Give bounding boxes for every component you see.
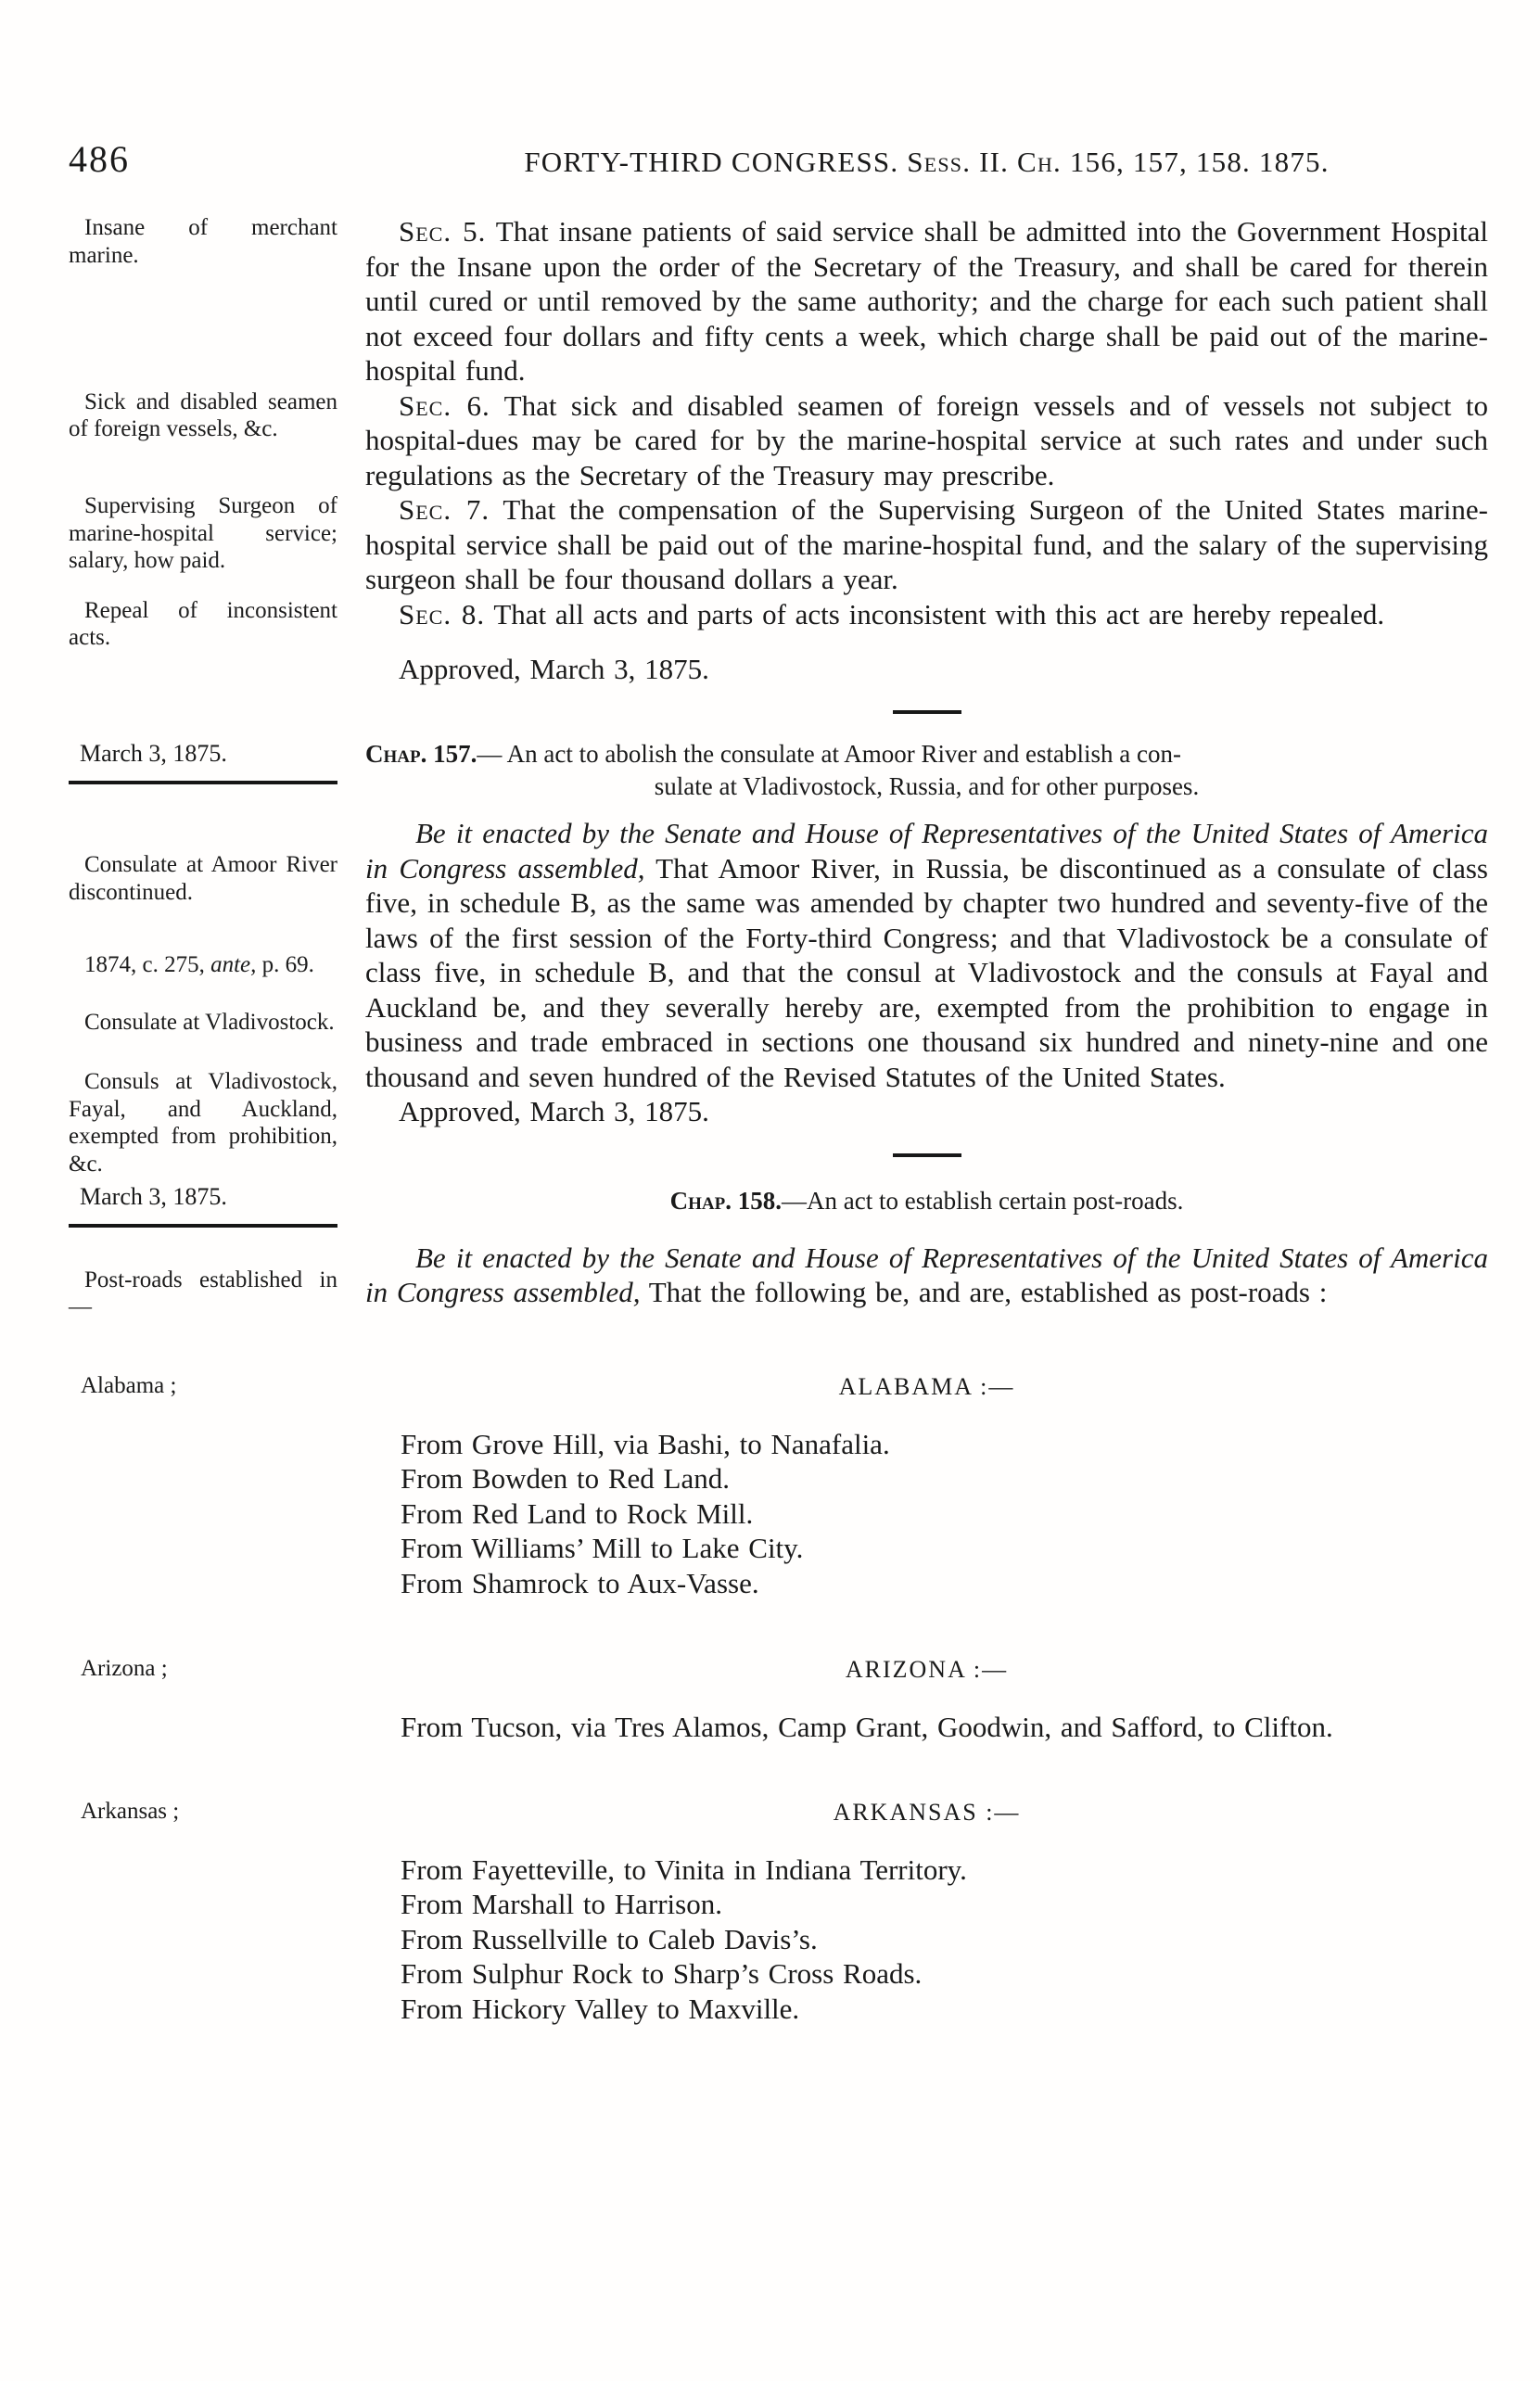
section-label-sec8: Sec. 8. (399, 597, 486, 630)
chapter-157-heading-row (69, 738, 1488, 803)
state-heading-arizona: ARIZONA :— (845, 1656, 1009, 1683)
state-row-arizona (69, 1656, 1488, 1684)
margin-note-repeal-inconsistent-acts: Repeal of inconsistent acts. (69, 597, 337, 650)
running-head-session: Sess. II. Ch. 156, 157, 158. 1875. (907, 146, 1330, 178)
paragraph-sec7 (365, 492, 1488, 597)
road-item: From Red Land to Rock Mill. (401, 1496, 754, 1530)
roads-row-arkansas (69, 1853, 1488, 2027)
running-head-congress: FORTY-THIRD CONGRESS. (524, 146, 899, 178)
divider-rule (893, 1153, 961, 1157)
divider-row-2 (69, 1129, 1488, 1181)
section-label-sec7: Sec. 7. (399, 493, 490, 526)
road-item: From Marshall to Harrison. (401, 1888, 722, 1920)
section-row-sec8 (69, 597, 1488, 652)
road-item: From Fayetteville, to Vinita in Indiana Territory. (401, 1853, 967, 1886)
margin-note-supervising-surgeon: Supervising Surgeon of marine-hospital service; salary, how paid. (69, 493, 337, 573)
paragraph-sec6 (365, 388, 1488, 493)
margin-note-consulate-vladivostock: Consulate at Vladivostock. (84, 1010, 335, 1035)
paragraph-sec8 (365, 597, 1488, 632)
margin-note-sick-disabled-seamen: Sick and disabled seamen of foreign vessels, &c. (69, 388, 337, 441)
section-row-sec5 (69, 214, 1488, 388)
chapter-158-enacting-row (69, 1228, 1488, 1321)
enacting-clause-chap158: Be it enacted by the Senate and House of Representatives of the United States of America in Congress assembled, (365, 1241, 1488, 1308)
margin-note-post-roads-established: Post-roads established in— (69, 1267, 337, 1319)
section-text-sec5: That insane patients of said service shall be admitted into the Government Hospital for the Insane upon the order of the Secretary of the Treasury, and shall be cared for therein until cured or until removed by the same authority; and the charge for each such patient shall not exceed four dollars and fifty cents a week, which charge shall be paid out of the marine-hospital fund. (365, 215, 1488, 387)
chapter-158-heading-row (69, 1181, 1488, 1228)
chapter-158-title: —An act to establish certain post-roads. (781, 1186, 1184, 1215)
paragraph-sec5 (365, 214, 1488, 388)
chapter-158-number: Chap. 158. (669, 1186, 782, 1215)
section-text-sec8: That all acts and parts of acts inconsistent with this act are hereby repealed. (493, 597, 1385, 630)
margin-note-consuls-exempted: Consuls at Vladivostock, Fayal, and Auckland, exempted from prohibition, &c. (69, 1069, 337, 1177)
road-item: From Shamrock to Aux-Vasse. (401, 1566, 759, 1599)
section-row-sec6 (69, 388, 1488, 493)
roads-row-arizona (69, 1710, 1488, 1745)
approved-row-chap156 (69, 652, 1488, 687)
state-row-arkansas (69, 1799, 1488, 1827)
roads-row-alabama (69, 1427, 1488, 1601)
date-note-chap157 (69, 738, 337, 784)
paragraph-chap157-body (365, 816, 1488, 1094)
section-label-sec6: Sec. 6. (399, 388, 490, 422)
section-text-sec6: That sick and disabled seamen of foreign vessels and of vessels not subject to hospital-dues may be cared for by the marine-hospital service at such rates and under such regulations as the Secretary of the Treasury may prescribe. (365, 388, 1488, 491)
chapter-157-title-line1: — An act to abolish the consulate at Amoor River and establish a con- (477, 740, 1181, 768)
approved-line-chap157: Approved, March 3, 1875. (399, 1095, 709, 1127)
section-text-sec7: That the compensation of the Supervising Surgeon of the United States marine-hospital service shall be paid out of the marine-hospital fund, and the salary of the supervising surgeon shall be four thousand dollars a year. (365, 493, 1488, 595)
approved-line-chap156: Approved, March 3, 1875. (399, 652, 709, 685)
road-item: From Sulphur Rock to Sharp’s Cross Roads. (401, 1957, 923, 1990)
paragraph-chap158-enacting (365, 1241, 1488, 1310)
road-item: From Tucson, via Tres Alamos, Camp Grant, Goodwin, and Safford, to Clifton. (401, 1711, 1333, 1743)
date-chap157: March 3, 1875. (80, 740, 227, 767)
page-number: 486 (69, 138, 130, 180)
margin-note-amoor-discontinued: Consulate at Amoor River discontinued. (69, 852, 337, 905)
margin-note-insane-merchant-marine: Insane of merchant marine. (69, 215, 337, 268)
chapter-157-body-row (69, 803, 1488, 1177)
chapter-157-heading (365, 738, 1488, 803)
running-head (365, 146, 1488, 179)
state-heading-arkansas: ARKANSAS :— (833, 1798, 1021, 1826)
road-item: From Hickory Valley to Maxville. (401, 1992, 800, 2025)
date-note-chap158 (69, 1181, 337, 1228)
margin-note-alabama: Alabama ; (81, 1372, 177, 1398)
section-label-sec5: Sec. 5. (399, 215, 487, 248)
road-item: From Russellville to Caleb Davis’s. (401, 1922, 818, 1955)
chapter-157-title-line2: sulate at Vladivostock, Russia, and for other purposes. (654, 772, 1200, 800)
divider-rule (893, 710, 961, 714)
margin-note-1874-citation: 1874, c. 275, ante, p. 69. (84, 952, 314, 977)
date-chap158: March 3, 1875. (80, 1182, 227, 1210)
state-row-alabama (69, 1373, 1488, 1401)
body-text-chap158: That the following be, and are, established as post-roads : (640, 1276, 1328, 1308)
chapter-158-heading (365, 1181, 1488, 1217)
road-item: From Williams’ Mill to Lake City. (401, 1532, 804, 1564)
road-item: From Grove Hill, via Bashi, to Nanafalia. (401, 1427, 890, 1460)
enacting-clause-chap157: Be it enacted by the Senate and House of Representatives of the United States of America in Congress assembled, (365, 817, 1488, 885)
margin-note-arizona: Arizona ; (81, 1656, 168, 1681)
body-text-chap157: That Amoor River, in Russia, be discontinued as a consulate of class five, in schedule B, as the same was amended by chapter two hundred and seventy-five of the laws of the first session of the Forty-third Congress; and that Vladivostock be a consulate of class five, in schedule B, and that the consul at Vladivostock and the consuls at Fayal and Auckland be, and they severally hereby are, exempted from the prohibition to engage in business and trade embraced in sections one thousand six hundred and ninety-nine and one thousand and seven hundred of the Revised Statutes of the United States. (365, 851, 1488, 1093)
chapter-157-number: Chap. 157. (365, 740, 477, 768)
divider-row-1 (69, 686, 1488, 738)
section-row-sec7 (69, 492, 1488, 597)
page-header (69, 137, 1488, 181)
margin-note-arkansas: Arkansas ; (81, 1798, 180, 1824)
road-item: From Bowden to Red Land. (401, 1462, 730, 1495)
state-heading-alabama: ALABAMA :— (838, 1372, 1015, 1400)
